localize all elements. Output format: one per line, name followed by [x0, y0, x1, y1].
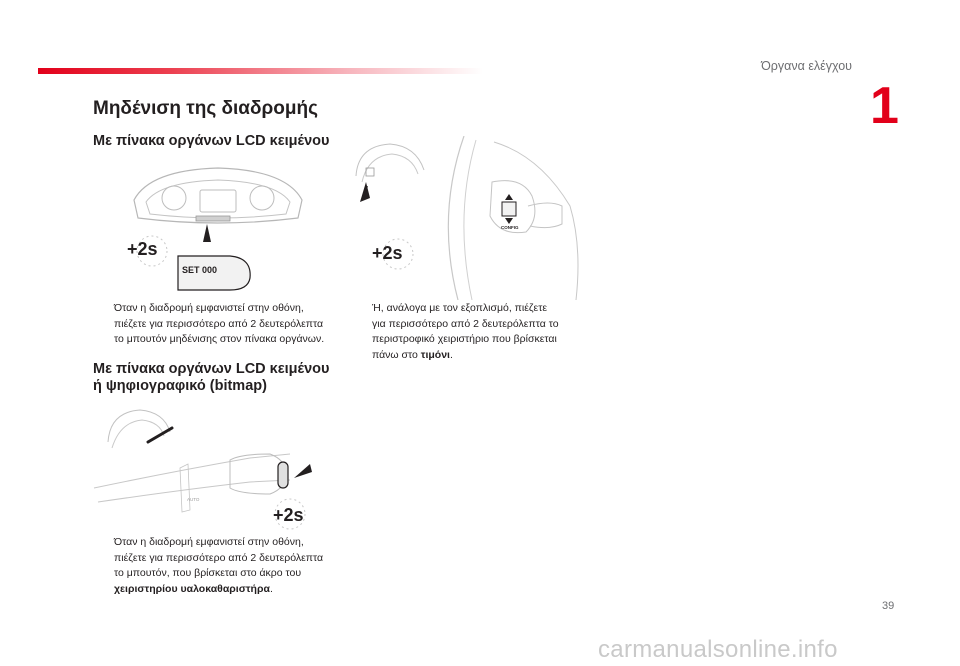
text-line — [372, 348, 627, 364]
punctuation: . — [269, 582, 273, 595]
section3-paragraph — [372, 301, 627, 363]
text-line: πιέζετε για περισσότερο από 2 δευτερόλεπτα — [114, 551, 324, 564]
section2-heading — [93, 361, 329, 395]
text-line: περιστροφικό χειριστήριο που βρίσκεται — [372, 333, 557, 345]
chapter-number: 1 — [870, 77, 899, 135]
page-title: Μηδένιση της διαδρομής — [93, 98, 318, 119]
section2-paragraph — [114, 535, 369, 597]
instrument-panel-illustration — [90, 150, 350, 296]
section1-paragraph — [114, 301, 369, 348]
stalk-auto-label: AUTO — [187, 497, 200, 502]
text-line: Ή, ανάλογα με τον εξοπλισμό, πιέζετε — [372, 302, 548, 314]
emphasis: τιμόνι — [420, 348, 450, 361]
hold-2s-badge: +2s — [273, 505, 304, 525]
header-accent-bar — [38, 68, 483, 74]
text-prefix: πάνω στο — [372, 348, 421, 361]
text-line: το μπουτόν, που βρίσκεται στο άκρο του — [114, 567, 302, 579]
hold-2s-badge: +2s — [372, 243, 403, 263]
heading-line: ή ψηφιογραφικό (bitmap) — [93, 378, 267, 394]
text-line — [114, 582, 369, 598]
wiper-stalk-illustration — [90, 402, 350, 534]
config-label: CONFIG — [501, 225, 519, 230]
text-line: Όταν η διαδρομή εμφανιστεί στην οθόνη, — [114, 302, 304, 314]
text-line: Όταν η διαδρομή εμφανιστεί στην οθόνη, — [114, 536, 304, 548]
punctuation: . — [449, 348, 453, 361]
emphasis: χειριστηρίου υαλοκαθαριστήρα — [114, 582, 270, 595]
set-button-label: SET 000 — [182, 265, 218, 275]
section-title: Όργανα ελέγχου — [761, 59, 852, 73]
text-line: το μπουτόν μηδένισης στον πίνακα οργάνων. — [114, 333, 325, 345]
section1-heading: Με πίνακα οργάνων LCD κειμένου — [93, 133, 330, 149]
text-line: πιέζετε για περισσότερο από 2 δευτερόλεπτα — [114, 317, 324, 330]
text-line: για περισσότερο από 2 δευτερόλεπτα το — [372, 317, 559, 330]
hold-2s-badge: +2s — [127, 239, 158, 259]
page-number: 39 — [882, 600, 895, 612]
heading-line: Με πίνακα οργάνων LCD κειμένου — [93, 361, 330, 377]
watermark: carmanualsonline.info — [598, 636, 838, 663]
steering-wheel-illustration — [350, 136, 600, 300]
